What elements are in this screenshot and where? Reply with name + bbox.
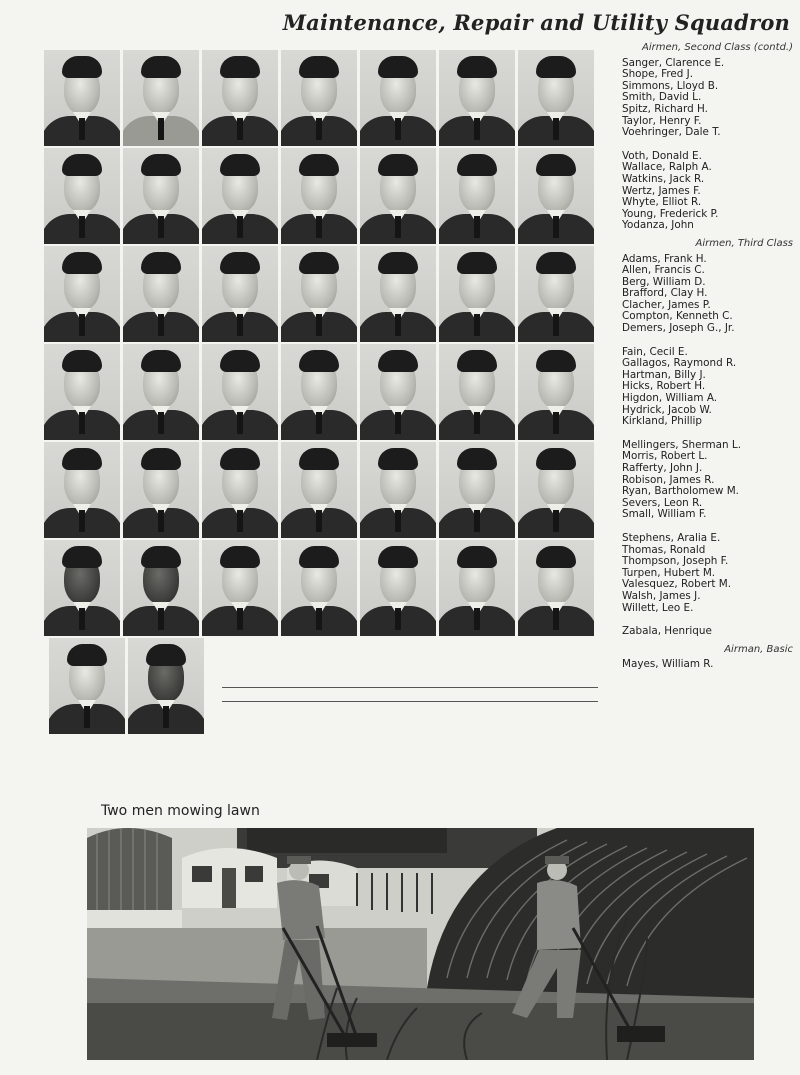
roster-name: Adams, Frank H. (622, 252, 707, 265)
portrait-photo (44, 148, 120, 244)
portrait-photo (360, 344, 436, 440)
page-title: Maintenance, Repair and Utility Squadron (282, 10, 790, 35)
portrait-photo (518, 540, 594, 636)
portrait-photo (202, 148, 278, 244)
portrait-photo (518, 442, 594, 538)
portrait-photo (128, 638, 204, 734)
portrait-photo (360, 442, 436, 538)
roster-name: Taylor, Henry F. (622, 114, 702, 127)
rank-heading: Airmen, Third Class (695, 237, 793, 249)
roster-name: Sanger, Clarence E. (622, 56, 725, 69)
roster-name: Higdon, William A. (622, 392, 718, 405)
portrait-photo (202, 246, 278, 342)
portrait-photo (360, 246, 436, 342)
roster-name: Wallace, Ralph A. (622, 161, 712, 174)
roster-name: Young, Frederick P. (622, 207, 719, 220)
portrait-photo (44, 50, 120, 146)
roster-name: Kirkland, Phillip (622, 415, 703, 428)
roster-name: Allen, Francis C. (622, 264, 705, 277)
roster-name: Clacher, James P. (622, 298, 711, 311)
roster-name: Simmons, Lloyd B. (622, 79, 719, 92)
portrait-photo (439, 344, 515, 440)
portrait-photo (123, 442, 199, 538)
roster-name: Stephens, Aralia E. (622, 531, 721, 544)
roster-name: Berg, William D. (622, 275, 706, 288)
roster-name: Mayes, William R. (622, 658, 714, 671)
signature-line (222, 701, 598, 702)
portrait-photo (439, 442, 515, 538)
portrait-photo (44, 442, 120, 538)
roster-name: Voth, Donald E. (622, 149, 702, 162)
portrait-photo (281, 540, 357, 636)
roster-name: Zabala, Henrique (622, 625, 712, 638)
portrait-photo (281, 442, 357, 538)
roster-name: Walsh, James J. (622, 589, 701, 602)
roster-name: Small, William F. (622, 508, 707, 521)
portrait-photo (123, 50, 199, 146)
portrait-photo (202, 540, 278, 636)
portrait-photo (518, 148, 594, 244)
roster-name: Watkins, Jack R. (622, 172, 705, 185)
portrait-photo (281, 246, 357, 342)
roster-name: Rafferty, John J. (622, 462, 703, 474)
portrait-photo (439, 540, 515, 636)
photo-caption: Two men mowing lawn (101, 803, 260, 819)
roster-name: Shope, Fred J. (622, 68, 694, 81)
roster-name: Morris, Robert L. (622, 450, 708, 463)
rank-heading: Airmen, Second Class (contd.) (642, 42, 793, 53)
portrait-photo (439, 246, 515, 342)
portrait-photo (360, 50, 436, 146)
portrait-photo (44, 344, 120, 440)
roster-name: Gallagos, Raymond R. (622, 357, 737, 370)
roster-name: Wertz, James F. (622, 184, 701, 197)
roster-name: Thompson, Joseph F. (622, 555, 729, 568)
portrait-photo (49, 638, 125, 734)
roster-name: Whyte, Elliot R. (622, 196, 702, 209)
roster-name: Voehringer, Dale T. (622, 126, 721, 139)
portrait-photo (202, 442, 278, 538)
roster-name: Severs, Leon R. (622, 496, 703, 509)
roster-name: Turpen, Hubert M. (622, 566, 716, 579)
roster-name: Hicks, Robert H. (622, 380, 706, 393)
portrait-photo (281, 344, 357, 440)
portrait-photo (518, 344, 594, 440)
portrait-photo (123, 148, 199, 244)
roster-name: Hartman, Billy J. (622, 368, 706, 381)
portrait-photo (123, 540, 199, 636)
portrait-photo (360, 148, 436, 244)
portrait-photo (44, 246, 120, 342)
portrait-photo (202, 50, 278, 146)
roster-name: Robison, James R. (622, 473, 715, 486)
roster-name: Demers, Joseph G., Jr. (622, 322, 735, 335)
mowing-photo (87, 828, 754, 1060)
roster-name: Valesquez, Robert M. (622, 578, 732, 591)
portrait-photo (518, 246, 594, 342)
roster-name: Hydrick, Jacob W. (622, 403, 712, 416)
portrait-photo (360, 540, 436, 636)
portrait-photo (281, 50, 357, 146)
roster-name: Smith, David L. (622, 91, 702, 104)
signature-line (222, 687, 598, 688)
roster-name: Yodanza, John (622, 219, 694, 232)
portrait-photo (439, 50, 515, 146)
portrait-photo (123, 344, 199, 440)
roster-name: Fain, Cecil E. (622, 345, 688, 358)
rank-heading: Airman, Basic (724, 643, 793, 655)
roster-column (622, 42, 797, 671)
roster-name: Mellingers, Sherman L. (622, 438, 742, 451)
roster-name: Ryan, Bartholomew M. (622, 485, 739, 498)
portrait-photo (518, 50, 594, 146)
roster-name: Compton, Kenneth C. (622, 310, 733, 323)
portrait-photo (202, 344, 278, 440)
portrait-photo (44, 540, 120, 636)
portrait-photo (439, 148, 515, 244)
roster-name: Spitz, Richard H. (622, 102, 708, 115)
roster-name: Willett, Leo E. (622, 601, 694, 614)
portrait-photo (123, 246, 199, 342)
portrait-photo (281, 148, 357, 244)
roster-name: Thomas, Ronald (622, 543, 706, 556)
roster-name: Brafford, Clay H. (622, 287, 708, 300)
